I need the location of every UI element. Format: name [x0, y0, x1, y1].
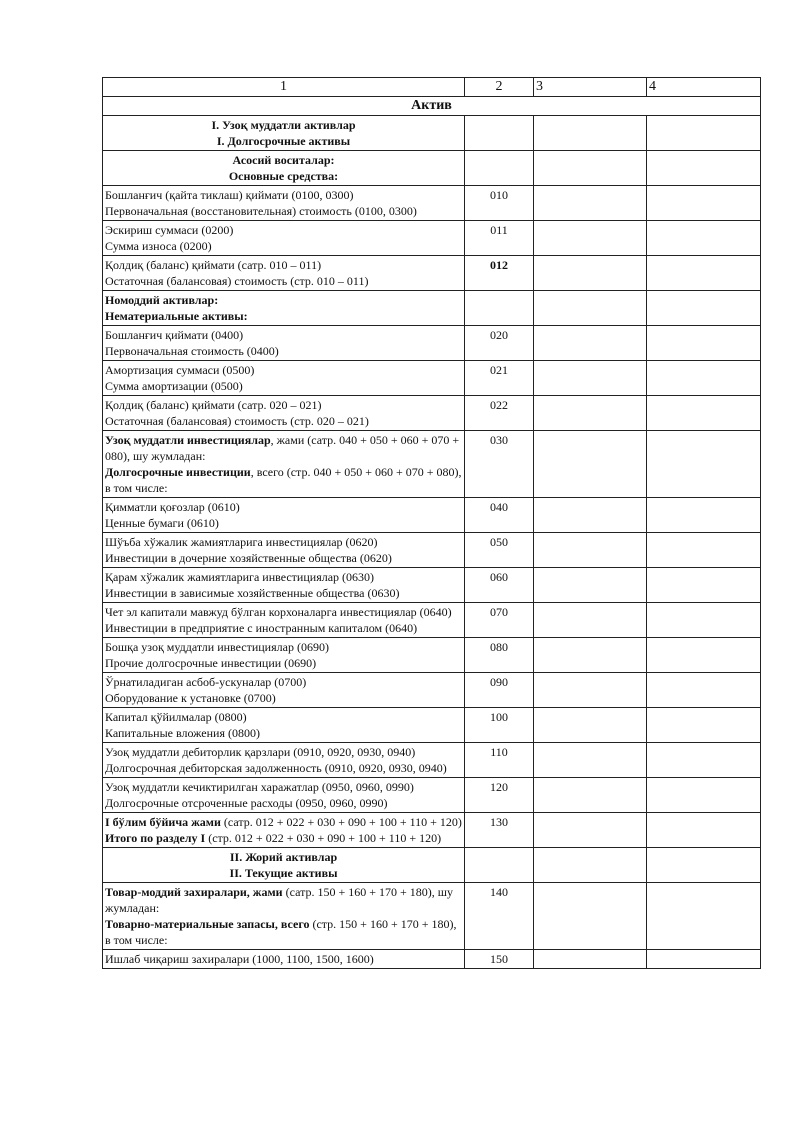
row-value-3 [534, 568, 647, 603]
row-label-ru: Долгосрочная дебиторская задолженность (0910, 0920, 0930, 0940) [105, 761, 447, 775]
row-value-4 [647, 431, 761, 498]
row-label-ru: Сумма амортизации (0500) [105, 379, 243, 393]
row-value-4 [647, 638, 761, 673]
row-value-4 [647, 603, 761, 638]
row-label-uz-bold: Узоқ муддатли инвестициялар [105, 433, 271, 447]
section-2-code-cell [465, 848, 534, 883]
fixed-assets-title-uz: Асосий воситалар: [232, 153, 335, 167]
row-label-uz: Капитал қўйилмалар (0800) [105, 710, 247, 724]
row-value-3 [534, 883, 647, 950]
column-number-1: 1 [103, 78, 465, 97]
row-label-uz: Ишлаб чиқариш захиралари (1000, 1100, 1500, 1600) [105, 952, 374, 966]
row-label-uz [105, 884, 462, 916]
row-label-uz: Бошланғич (қайта тиклаш) қиймати (0100, 0300) [105, 188, 354, 202]
row-value-4 [647, 673, 761, 708]
row-value-4 [647, 708, 761, 743]
row-label-ru-bold: Товарно-материальные запасы, всего [105, 917, 310, 931]
row-label-uz-rest: (сатр. 012 + 022 + 030 + 090 + 100 + 110 + 120) [220, 815, 462, 829]
fixed-assets-title-ru: Основные средства: [228, 169, 339, 183]
section-2-title [103, 848, 465, 883]
intangibles-value-4 [647, 291, 761, 326]
row-value-3 [534, 673, 647, 708]
row-label-uz-rest: , жами (сатр. 040 + 050 + 060 + 070 + 080), шу жумладан: [105, 433, 460, 463]
aktiv-header: Актив [103, 97, 761, 116]
table-row [103, 396, 761, 431]
intangibles-title [103, 291, 465, 326]
row-code: 022 [465, 396, 534, 431]
row-label [103, 431, 465, 498]
table-row [103, 256, 761, 291]
row-value-3 [534, 396, 647, 431]
row-value-4 [647, 533, 761, 568]
section-1-code-cell [465, 116, 534, 151]
row-value-4 [647, 778, 761, 813]
row-label [103, 638, 465, 673]
row-label-uz: Қарам хўжалик жамиятларига инвестициялар (0630) [105, 570, 375, 584]
row-code: 110 [465, 743, 534, 778]
table-row [103, 221, 761, 256]
row-label-ru-rest: (стр. 012 + 022 + 030 + 090 + 100 + 110 + 120) [205, 831, 442, 845]
row-label [103, 708, 465, 743]
section-2-value-3 [534, 848, 647, 883]
column-number-3: 3 [534, 78, 647, 97]
row-label-ru: Долгосрочные отсроченные расходы (0950, 0960, 0990) [105, 796, 388, 810]
row-value-4 [647, 221, 761, 256]
section-2-title-uz: II. Жорий активлар [229, 850, 338, 864]
intangibles-value-3 [534, 291, 647, 326]
section-1-header-row [103, 116, 761, 151]
row-label-ru: Остаточная (балансовая) стоимость (стр. 010 – 011) [105, 274, 369, 288]
intangibles-header-row [103, 291, 761, 326]
row-value-3 [534, 221, 647, 256]
row-value-3 [534, 743, 647, 778]
row-code: 021 [465, 361, 534, 396]
row-value-4 [647, 256, 761, 291]
row-value-4 [647, 396, 761, 431]
row-label [103, 256, 465, 291]
row-value-4 [647, 326, 761, 361]
row-value-3 [534, 813, 647, 848]
row-label-uz: Амортизация суммаси (0500) [105, 363, 255, 377]
row-value-3 [534, 950, 647, 969]
row-label-ru: Капитальные вложения (0800) [105, 726, 260, 740]
fixed-assets-title [103, 151, 465, 186]
section-2-header-row [103, 848, 761, 883]
row-label-uz: Эскириш суммаси (0200) [105, 223, 234, 237]
row-value-3 [534, 326, 647, 361]
row-code: 040 [465, 498, 534, 533]
table-row [103, 708, 761, 743]
row-code: 011 [465, 221, 534, 256]
row-value-3 [534, 256, 647, 291]
row-value-4 [647, 568, 761, 603]
row-value-4 [647, 883, 761, 950]
row-label [103, 568, 465, 603]
row-value-3 [534, 708, 647, 743]
balance-sheet-table [102, 77, 761, 969]
row-label-ru [105, 830, 462, 846]
row-label-uz-bold: I бўлим бўйича жами [105, 815, 221, 829]
row-code: 010 [465, 186, 534, 221]
table-row [103, 431, 761, 498]
row-label-ru: Первоначальная (восстановительная) стоимость (0100, 0300) [105, 204, 417, 218]
row-code: 120 [465, 778, 534, 813]
row-label-ru: Первоначальная стоимость (0400) [105, 344, 279, 358]
row-label-ru-bold: Долгосрочные инвестиции [105, 465, 251, 479]
row-value-3 [534, 361, 647, 396]
row-value-4 [647, 813, 761, 848]
row-label-uz: Шўъба хўжалик жамиятларига инвестициялар (0620) [105, 535, 378, 549]
column-number-4: 4 [647, 78, 761, 97]
row-label-ru: Инвестиции в дочерние хозяйственные общества (0620) [105, 551, 392, 565]
table-row [103, 603, 761, 638]
fixed-assets-code-cell [465, 151, 534, 186]
row-label-uz: Қимматли қоғозлар (0610) [105, 500, 240, 514]
row-label-uz: Ўрнатиладиган асбоб-ускуналар (0700) [105, 675, 307, 689]
table-row [103, 533, 761, 568]
row-value-3 [534, 431, 647, 498]
fixed-assets-value-3 [534, 151, 647, 186]
row-code: 070 [465, 603, 534, 638]
row-value-4 [647, 498, 761, 533]
aktiv-header-row [103, 97, 761, 116]
row-code: 090 [465, 673, 534, 708]
row-label-ru [105, 464, 462, 496]
row-label-uz: Чет эл капитали мавжуд бўлган корхоналарга инвестициялар (0640) [105, 605, 452, 619]
section-1-title [103, 116, 465, 151]
row-value-3 [534, 186, 647, 221]
row-label [103, 498, 465, 533]
row-label [103, 396, 465, 431]
row-label-uz: Узоқ муддатли кечиктирилган харажатлар (0950, 0960, 0990) [105, 780, 414, 794]
row-value-3 [534, 603, 647, 638]
row-label [103, 673, 465, 708]
row-label [103, 326, 465, 361]
section-1-value-3 [534, 116, 647, 151]
section-2-value-4 [647, 848, 761, 883]
row-label-uz [105, 432, 462, 464]
row-label-uz: Қолдиқ (баланс) қиймати (сатр. 020 – 021) [105, 398, 322, 412]
row-value-4 [647, 743, 761, 778]
table-row [103, 743, 761, 778]
row-label-ru-rest: , всего (стр. 040 + 050 + 060 + 070 + 080), в том числе: [105, 465, 462, 495]
fixed-assets-value-4 [647, 151, 761, 186]
row-label-ru: Ценные бумаги (0610) [105, 516, 219, 530]
table-row [103, 883, 761, 950]
table-row [103, 950, 761, 969]
section-1-title-uz: I. Узоқ муддатли активлар [211, 118, 356, 132]
column-number-2: 2 [465, 78, 534, 97]
row-label-ru: Инвестиции в предприятие с иностранным капиталом (0640) [105, 621, 418, 635]
table-row [103, 638, 761, 673]
row-label-ru: Оборудование к установке (0700) [105, 691, 276, 705]
row-code: 060 [465, 568, 534, 603]
row-label-ru: Сумма износа (0200) [105, 239, 212, 253]
row-code: 012 [465, 256, 534, 291]
table-row [103, 186, 761, 221]
row-label [103, 603, 465, 638]
row-label-ru: Прочие долгосрочные инвестиции (0690) [105, 656, 317, 670]
intangibles-title-ru: Нематериальные активы: [105, 309, 248, 323]
row-code: 080 [465, 638, 534, 673]
fixed-assets-header-row [103, 151, 761, 186]
row-value-4 [647, 950, 761, 969]
row-label [103, 883, 465, 950]
row-label-uz: Бошқа узоқ муддатли инвестициялар (0690) [105, 640, 329, 654]
section-1-total-row [103, 813, 761, 848]
section-2-title-ru: II. Текущие активы [229, 866, 338, 880]
row-code: 140 [465, 883, 534, 950]
row-label-uz: Узоқ муддатли дебиторлик қарзлари (0910, 0920, 0930, 0940) [105, 745, 416, 759]
row-label-uz: Қолдиқ (баланс) қиймати (сатр. 010 – 011) [105, 258, 322, 272]
table-row [103, 673, 761, 708]
intangibles-code-cell [465, 291, 534, 326]
section-1-title-ru: I. Долгосрочные активы [216, 134, 351, 148]
section-1-value-4 [647, 116, 761, 151]
row-value-3 [534, 533, 647, 568]
table-row [103, 361, 761, 396]
row-value-3 [534, 778, 647, 813]
table-row [103, 326, 761, 361]
row-label-uz [105, 814, 462, 830]
row-value-4 [647, 361, 761, 396]
row-label-ru: Остаточная (балансовая) стоимость (стр. 020 – 021) [105, 414, 369, 428]
row-label [103, 533, 465, 568]
row-label-ru-rest: (стр. 150 + 160 + 170 + 180), в том числе: [105, 917, 457, 947]
row-value-4 [647, 186, 761, 221]
table-row [103, 778, 761, 813]
row-value-3 [534, 498, 647, 533]
row-label [103, 950, 465, 969]
row-label-ru [105, 916, 462, 948]
table-row [103, 568, 761, 603]
intangibles-title-uz: Номоддий активлар: [105, 293, 219, 307]
row-code: 030 [465, 431, 534, 498]
row-code: 100 [465, 708, 534, 743]
row-code: 150 [465, 950, 534, 969]
row-label-uz: Бошланғич қиймати (0400) [105, 328, 244, 342]
row-label [103, 221, 465, 256]
column-numbers-row [103, 78, 761, 97]
row-label [103, 361, 465, 396]
row-label-uz-rest: (сатр. 150 + 160 + 170 + 180), шу жумладан: [105, 885, 454, 915]
table-row [103, 498, 761, 533]
row-label [103, 813, 465, 848]
row-label [103, 778, 465, 813]
row-label [103, 186, 465, 221]
row-label-uz-bold: Товар-моддий захиралари, жами [105, 885, 283, 899]
row-value-3 [534, 638, 647, 673]
row-code: 050 [465, 533, 534, 568]
row-label-ru-bold: Итого по разделу I [105, 831, 206, 845]
row-label-ru: Инвестиции в зависимые хозяйственные общества (0630) [105, 586, 400, 600]
row-code: 130 [465, 813, 534, 848]
row-label [103, 743, 465, 778]
row-code: 020 [465, 326, 534, 361]
